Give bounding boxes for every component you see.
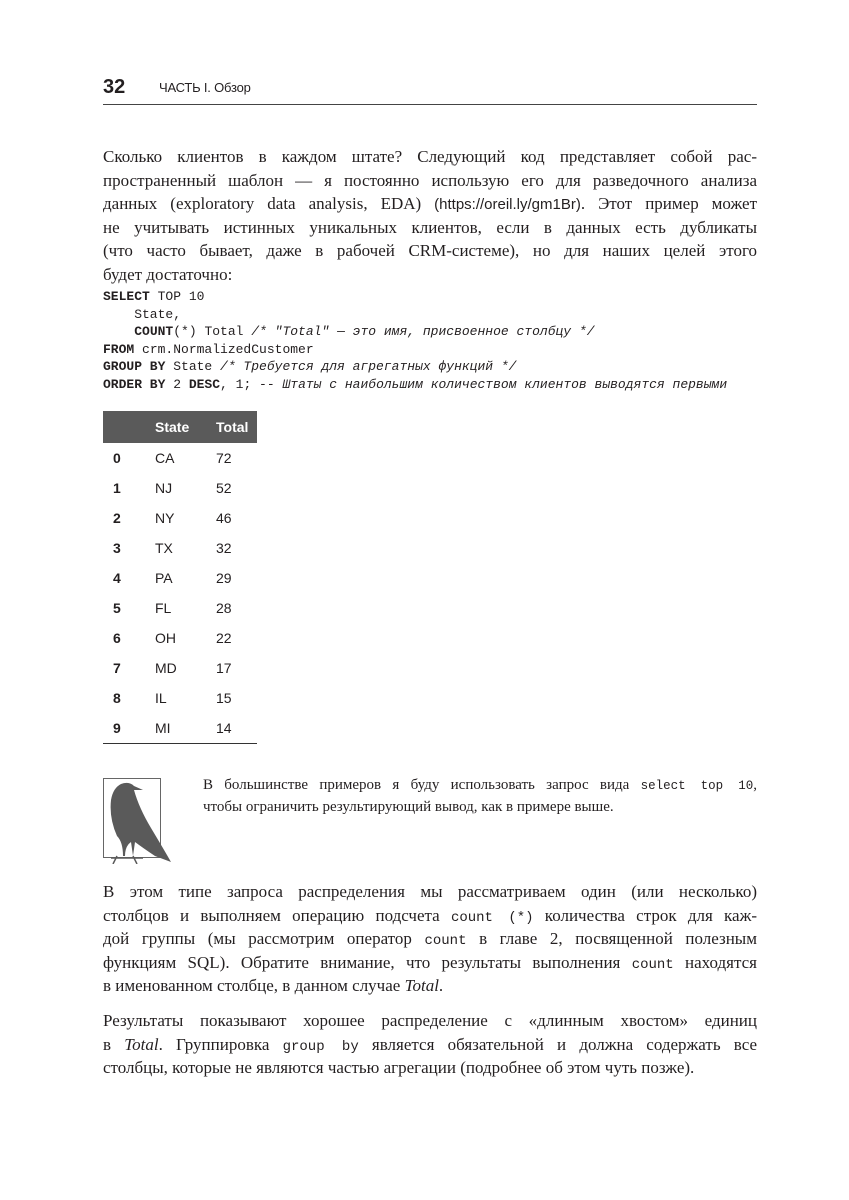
page-number: 32 [103,76,126,98]
total-cell: 72 [216,450,232,466]
text-run: State, [103,306,182,322]
state-cell: TX [155,540,173,556]
sql-keyword: COUNT [134,324,174,340]
state-cell: PA [155,570,173,586]
text-line [103,169,757,193]
total-cell: 15 [216,690,232,706]
table-row [103,623,257,653]
total-cell: 28 [216,600,232,616]
text-run: столбцы, которые не являются частью агрегации (подробнее об этом чуть позже). [103,1058,695,1077]
sql-comment: /* Требуется для агрегатных функций */ [220,359,517,375]
text-line [203,796,757,818]
text-run: , [753,777,757,793]
sql-comment: /* "Total" — это имя, присвоенное столбцу */ [251,324,595,340]
crow-note-icon [103,778,173,864]
table-row [103,683,257,713]
code-line [103,306,727,324]
code-line [103,376,727,394]
column-header-state: State [155,411,216,443]
table-row [103,503,257,533]
text-run: в именованном столбце, в данном случае [103,976,405,995]
text-run: crm.NormalizedCustomer [134,341,314,357]
text-line [103,192,757,216]
row-index: 6 [113,630,121,646]
row-index: 0 [113,450,121,466]
text-run: . Этот пример может [580,194,757,213]
text-line [203,774,757,796]
row-index: 8 [113,690,121,706]
text-run: является обязательной и должна содержать все [358,1034,758,1054]
table-row [103,593,257,623]
row-index: 7 [113,660,121,676]
sql-comment: Штаты с наибольшим количеством клиентов выводятся первыми [282,376,728,392]
code-line [103,341,727,359]
text-run: количества строк для каж- [533,905,757,925]
state-cell: MD [155,660,177,676]
sql-keyword: FROM [103,341,135,357]
text-run: TOP 10 [149,289,205,304]
text-run: функциям SQL). Обратите внимание, что результаты выполнения [103,952,632,972]
sql-keyword: GROUP BY [103,359,166,375]
text-run: State [165,359,221,375]
note-text [203,774,757,818]
column-header-index [103,411,155,443]
text-run: пространенный шаблон — я постоянно использую его для разведочного анализа [103,170,757,190]
text-line [103,1009,757,1033]
state-cell: NY [155,510,175,526]
text-run: (*) Total [173,324,252,340]
text-line [103,239,757,263]
inline-code: count [631,956,674,973]
paragraph-intro [103,145,757,286]
paragraph-results [103,1009,757,1080]
text-run: В этом типе запроса распределения мы рассматриваем один (или несколько) [103,882,757,901]
inline-code: group by [282,1038,359,1055]
text-run: 2 [165,376,189,392]
text-run: в главе 2, посвященной полезным [466,929,757,948]
text-run: в [103,1034,125,1054]
row-index: 1 [113,480,121,496]
chapter-title: ЧАСТЬ I. Обзор [159,80,251,95]
state-cell: IL [155,690,167,706]
state-cell: FL [155,600,172,616]
row-index: 3 [113,540,121,556]
text-run: будет достаточно: [103,264,233,284]
text-run: столбцов и выполняем операцию подсчета [103,905,451,925]
text-run: . [438,976,444,995]
text-run: не учитывать истинных уникальных клиентов, если в данных есть дубликаты [103,217,757,237]
sql-keyword: DESC [188,376,221,392]
total-cell: 32 [216,540,232,556]
text-line [103,951,757,975]
text-run: Результаты показывают хорошее распределение с «длинным хвостом» единиц [103,1011,757,1030]
total-cell: 17 [216,660,232,676]
total-cell: 46 [216,510,232,526]
row-index: 9 [103,713,155,744]
text-run: Total [404,976,439,995]
text-run: дой группы (мы рассмотрим оператор [103,929,425,948]
text-line [103,927,757,951]
text-line [103,1056,757,1080]
running-header [103,76,757,105]
column-header-total: Total [216,411,257,443]
inline-code: count (*) [450,909,534,926]
state-cell: MI [155,713,216,744]
table-row [103,653,257,683]
text-line [103,974,757,998]
sql-keyword: ORDER BY [103,376,166,392]
text-line [103,1033,757,1057]
text-run: Total [124,1034,159,1054]
table-row [103,533,257,563]
row-index: 2 [113,510,121,526]
text-run: (что часто бывает, даже в рабочей CRM-системе), но для наших целей этого [103,241,757,260]
state-cell: CA [155,450,175,466]
sql-code-block [103,288,727,394]
sql-keyword: SELECT [103,289,150,304]
state-cell: OH [155,630,176,646]
text-run: данных (exploratory data analysis, EDA) [103,194,435,213]
text-line [103,880,757,904]
text-run [103,324,134,339]
table-row [103,713,257,744]
text-line [103,904,757,928]
table-row [103,473,257,503]
text-run: , 1; -- [220,376,283,392]
text-run: В большинстве примеров я буду использовать запрос вида [203,777,641,793]
table-row [103,443,257,473]
table-header-row [103,411,257,443]
table-row [103,563,257,593]
text-run: Сколько клиентов в каждом штате? Следующий код представляет собой рас- [103,147,757,166]
row-index: 4 [113,570,121,586]
text-line [103,216,757,240]
paragraph-distribution [103,880,757,998]
total-cell: 29 [216,570,232,586]
text-line [103,263,757,287]
code-line [103,323,727,341]
text-run: чтобы ограничить результирующий вывод, как в примере выше. [203,799,614,815]
state-cell: NJ [155,480,173,496]
row-index: 5 [113,600,121,616]
text-line [103,145,757,169]
total-cell: 22 [216,630,232,646]
total-cell: 52 [216,480,232,496]
total-cell: 14 [216,713,257,744]
inline-code: count [424,933,467,949]
code-line [103,358,727,376]
text-run: . Группировка [158,1034,283,1054]
inline-code: select top 10 [640,779,754,793]
code-line [103,288,727,306]
text-run[interactable]: (https://oreil.ly/gm1Br) [434,196,581,213]
text-run: находятся [673,952,757,972]
results-table [103,411,257,744]
